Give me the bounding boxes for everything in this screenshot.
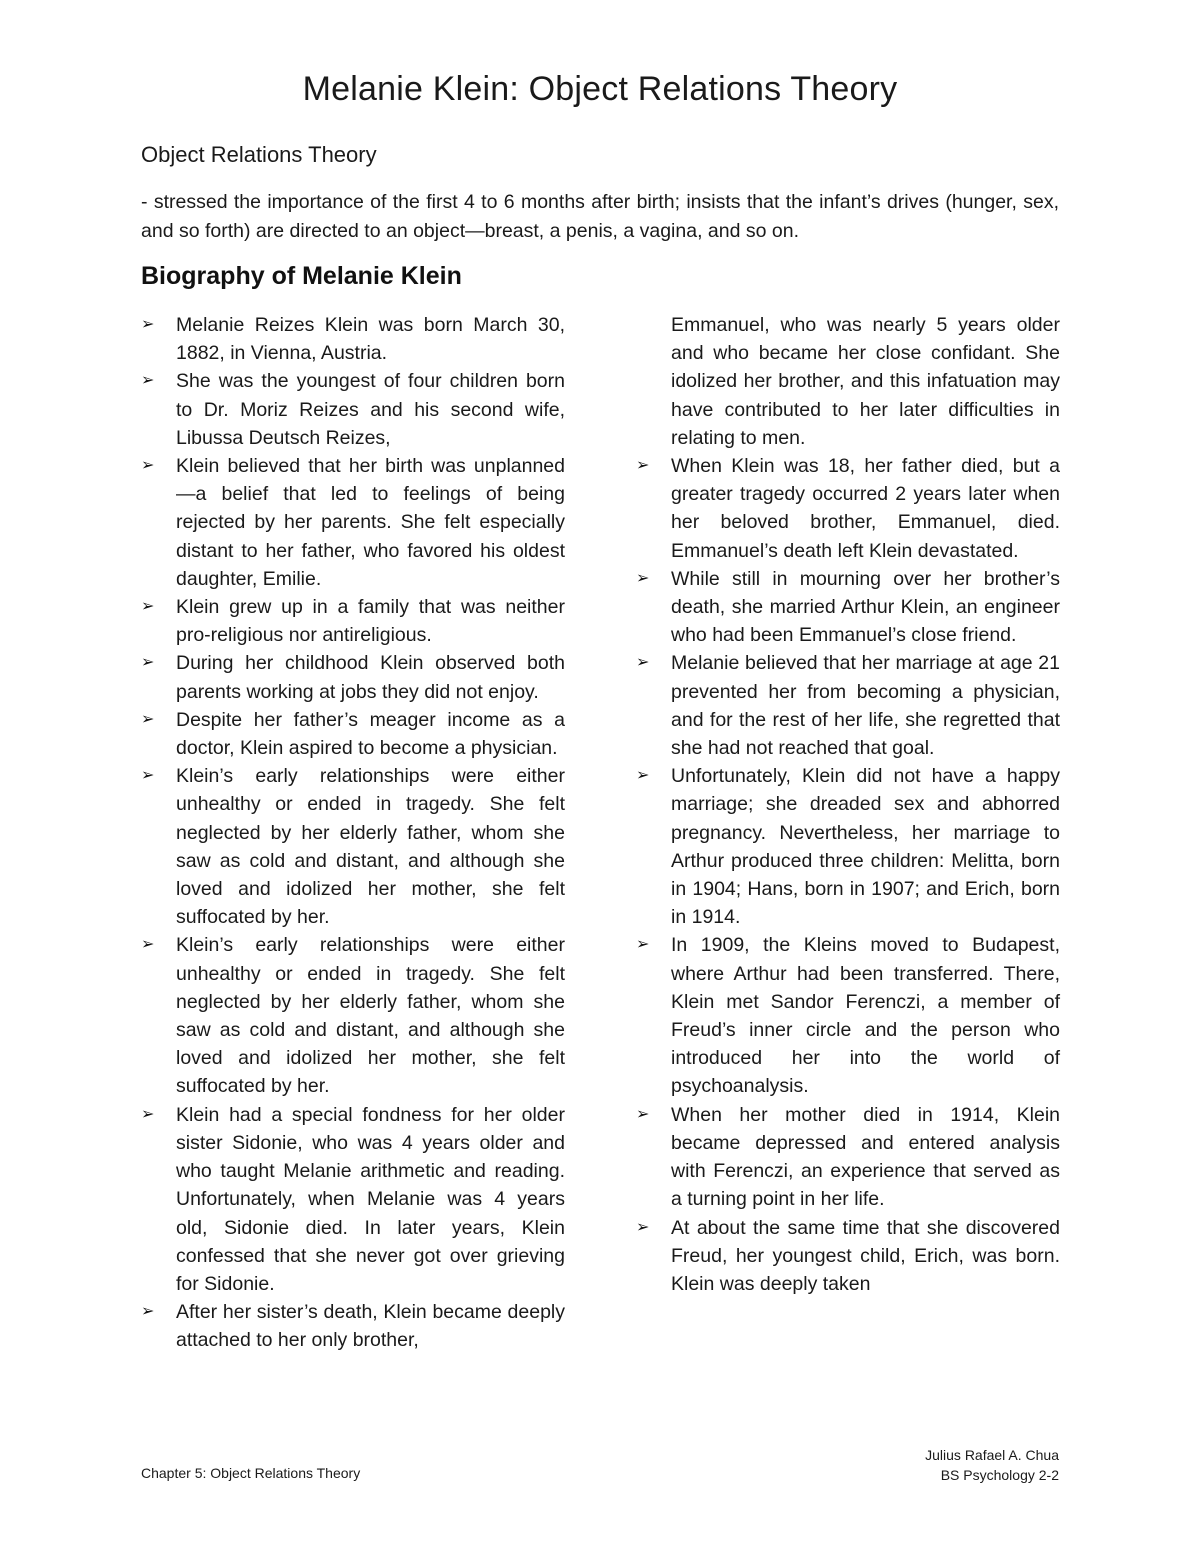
bullet-arrow-icon: ➢ <box>141 1303 155 1321</box>
list-item <box>141 367 565 452</box>
list-item-text: She was the youngest of four children born to Dr. Moriz Reizes and his second wife, Libussa Deutsch Reizes, <box>176 370 565 449</box>
bullet-arrow-icon: ➢ <box>636 654 650 672</box>
bullet-arrow-icon: ➢ <box>141 598 155 616</box>
list-item-text: When Klein was 18, her father died, but a greater tragedy occurred 2 years later when her beloved brother, Emmanuel, died. Emmanuel’s death left Klein devastated. <box>671 455 1060 562</box>
bullet-arrow-icon: ➢ <box>636 569 650 587</box>
list-item <box>141 593 565 649</box>
list-item <box>141 762 565 931</box>
list-item-continuation: Emmanuel, who was nearly 5 years older and who became her close confidant. She idolized her brother, and this infatuation may have contributed to her later difficulties in relating to men. <box>671 314 1060 449</box>
page-title: Melanie Klein: Object Relations Theory <box>302 70 898 108</box>
intro-paragraph: - stressed the importance of the first 4 to 6 months after birth; insists that the infant’s drives (hunger, sex, and so forth) are directed to an object—breast, a penis, a vagina, and so on. <box>141 191 1059 242</box>
list-item-text: Klein believed that her birth was unplanned—a belief that led to feelings of being rejected by her parents. She felt especially distant to her father, who favored his oldest daughter, Emilie. <box>176 455 565 590</box>
bullet-arrow-icon: ➢ <box>636 1218 650 1236</box>
list-item <box>141 311 565 367</box>
list-item-text: When her mother died in 1914, Klein became depressed and entered analysis with Ferenczi, an experience that served as a turning point in her life. <box>671 1103 1060 1211</box>
list-item <box>141 649 565 705</box>
bullet-arrow-icon: ➢ <box>141 316 155 333</box>
bullet-arrow-icon: ➢ <box>141 767 155 785</box>
list-item-text: Klein’s early relationships were either unhealthy or ended in tragedy. She felt neglected by her elderly father, whom she saw as cold and distant, and although she loved and idolized her mother, she felt suffocated by her. <box>176 934 565 1098</box>
footer-course: BS Psychology 2-2 <box>940 1467 1059 1483</box>
subtitle: Object Relations Theory <box>141 142 377 167</box>
list-item <box>636 762 1060 931</box>
list-item <box>636 1101 1060 1214</box>
list-item-text: Melanie Reizes Klein was born March 30, 1882, in Vienna, Austria. <box>176 314 565 365</box>
bullet-arrow-icon: ➢ <box>141 936 155 954</box>
footer-author: Julius Rafael A. Chua <box>925 1447 1059 1463</box>
footer-chapter: Chapter 5: Object Relations Theory <box>141 1465 361 1481</box>
list-item <box>636 452 1060 565</box>
list-item-text: While still in mourning over her brother’s death, she married Arthur Klein, an engineer who had been Emmanuel’s close friend. <box>671 567 1060 647</box>
right-column <box>636 311 1060 1298</box>
list-item-text: Klein had a special fondness for her older sister Sidonie, who was 4 years older and who taught Melanie arithmetic and reading. Unfortunately, when Melanie was 4 years old, Sidonie died. In later years, Klein confessed that she never got over grieving for Sidonie. <box>176 1103 565 1295</box>
bullet-arrow-icon: ➢ <box>636 767 650 785</box>
list-item-text: Klein’s early relationships were either unhealthy or ended in tragedy. She felt neglected by her elderly father, whom she saw as cold and distant, and although she loved and idolized her mother, she felt suffocated by her. <box>176 765 565 929</box>
bullet-arrow-icon: ➢ <box>141 372 155 390</box>
list-item <box>141 1298 565 1354</box>
list-item <box>636 931 1060 1100</box>
bullet-arrow-icon: ➢ <box>141 654 155 672</box>
list-item-text: At about the same time that she discovered Freud, her youngest child, Erich, was born. Klein was deeply taken <box>671 1216 1060 1295</box>
bullet-arrow-icon: ➢ <box>636 457 650 475</box>
list-item-text: Despite her father’s meager income as a doctor, Klein aspired to become a physician. <box>176 708 565 760</box>
list-item-text: After her sister’s death, Klein became deeply attached to her only brother, <box>176 1301 565 1352</box>
left-column <box>141 311 565 1355</box>
bullet-arrow-icon: ➢ <box>636 936 650 954</box>
bullet-arrow-icon: ➢ <box>141 1105 155 1123</box>
section-heading: Biography of Melanie Klein <box>141 262 462 290</box>
list-item <box>141 931 565 1100</box>
list-item <box>636 649 1060 762</box>
bullet-arrow-icon: ➢ <box>141 710 155 728</box>
footer-author-block <box>925 1445 1059 1485</box>
list-item <box>141 1101 565 1298</box>
list-item-text: Melanie believed that her marriage at age 21 prevented her from becoming a physician, and for the rest of her life, she regretted that she had not reached that goal. <box>671 652 1060 760</box>
list-item <box>141 706 565 762</box>
list-item-text: Klein grew up in a family that was neither pro-religious nor antireligious. <box>176 596 565 647</box>
list-item-text: In 1909, the Kleins moved to Budapest, where Arthur had been transferred. There, Klein met Sandor Ferenczi, a member of Freud’s inner circle and the person who introduced her into the world of psychoanalysis. <box>671 934 1060 1098</box>
bullet-arrow-icon: ➢ <box>636 1105 650 1123</box>
bullet-arrow-icon: ➢ <box>141 457 155 475</box>
list-item-text: During her childhood Klein observed both parents working at jobs they did not enjoy. <box>176 652 565 703</box>
list-item <box>636 1214 1060 1299</box>
list-item <box>141 452 565 593</box>
list-item <box>636 565 1060 650</box>
list-item-text: Unfortunately, Klein did not have a happy marriage; she dreaded sex and abhorred pregnancy. Nevertheless, her marriage to Arthur produced three children: Melitta, born in 1904; Hans, born in 1907; and Erich, born in 1914. <box>671 765 1060 929</box>
